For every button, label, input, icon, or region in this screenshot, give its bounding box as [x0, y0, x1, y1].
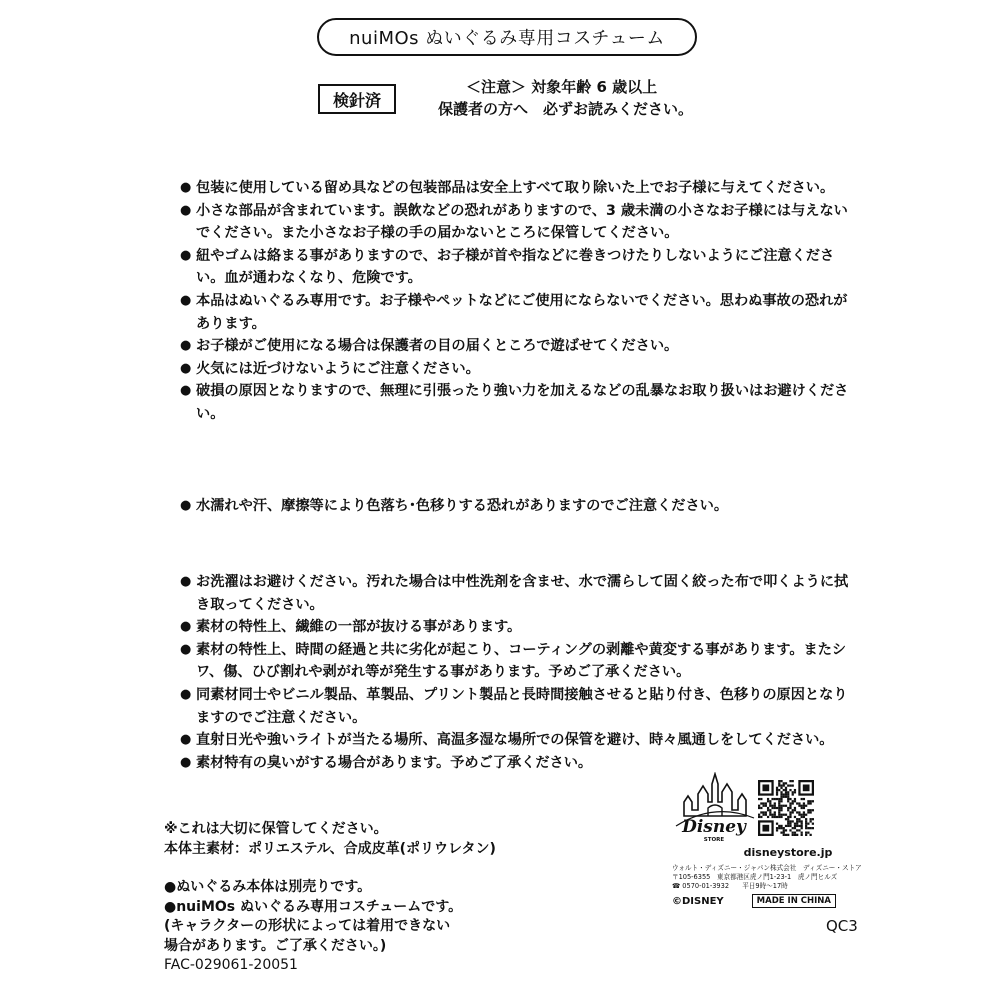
bullet: ●	[180, 686, 192, 702]
safety-warnings	[180, 177, 860, 426]
bullet: ●	[180, 202, 192, 218]
store-notes	[164, 820, 496, 976]
bullet: ●	[180, 383, 192, 399]
company-info	[672, 846, 862, 908]
qr-code-icon	[758, 780, 814, 836]
spacer	[164, 859, 496, 878]
bullet: ●	[180, 641, 192, 657]
list-item: ● 破損の原因となりますので、無理に引張ったり強い力を加えるなどの乱暴なお取り扱いはお避けください。	[180, 380, 860, 425]
list-item: ● お子様がご使用になる場合は保護者の目の届くところで遊ばせてください。	[180, 335, 860, 358]
made-in-badge: MADE IN CHINA	[752, 894, 836, 908]
store-wordmark: STORE	[703, 837, 725, 843]
care-instructions	[180, 571, 860, 774]
product-code: FAC-029061-20051	[164, 957, 298, 973]
label-footer	[672, 894, 842, 908]
bullet: ●	[180, 247, 192, 263]
bullet: ●	[180, 732, 192, 748]
bullet: ●	[180, 498, 192, 513]
list-item: ● 火気には近づけないようにご注意ください。	[180, 358, 860, 381]
shape-note-line1: (キャラクターの形状によっては着用できない	[164, 918, 451, 934]
list-item: ● 素材の特性上、繊維の一部が抜ける事があります。	[180, 616, 860, 639]
guardian-notice: 保護者の方へ 必ずお読みください。	[438, 100, 694, 118]
list-item: ● 直射日光や強いライトが当たる場所、高温多湿な場所での保管を避け、時々風通しをしてください。	[180, 729, 860, 752]
age-caution: ＜注意＞ 対象年齢 6 歳以上	[466, 78, 658, 96]
company-phone: ☎ 0570-01-3932 平日9時～17時	[672, 882, 788, 890]
list-item: ● 包装に使用している留め具などの包装部品は安全上すべて取り除いた上でお子様に与えてください。	[180, 177, 860, 200]
company-info-text	[672, 864, 862, 891]
bullet: ●	[180, 180, 192, 195]
costume-note: ●nuiMOs ぬいぐるみ専用コスチュームです。	[164, 898, 463, 915]
bullet: ●	[180, 360, 192, 376]
store-url: disneystore.jp	[743, 846, 833, 859]
list-item: ● 紐やゴムは絡まる事がありますので、お子様が首や指などに巻きつけたりしないようにご注意ください。血が通わなくなり、危険です。	[180, 245, 860, 290]
caution-header	[438, 76, 693, 120]
color-bleed-note	[180, 495, 860, 518]
list-item: ● 素材の特性上、時間の経過と共に劣化が起こり、コーティングの剥離や黄変する事があります。またシワ、傷、ひび割れや剥がれ等が発生する事があります。予めご了承ください。	[180, 639, 860, 684]
product-title: nuiMOs ぬいぐるみ専用コスチューム	[317, 18, 697, 56]
company-address: 〒105-6355 東京都港区虎ノ門1-23-1 虎ノ門ヒルズ	[672, 873, 838, 881]
sold-separately-note: ●ぬいぐるみ本体は別売りです。	[164, 879, 372, 895]
disney-store-logo-icon	[672, 772, 756, 844]
qc-code: QC3	[826, 917, 858, 935]
keep-note: ※これは大切に保管してください。	[164, 821, 388, 837]
disney-wordmark: Disney	[682, 817, 746, 837]
list-item: ● 同素材同士やビニル製品、革製品、プリント製品と長時間接触させると貼り付き、色移りの原因となりますのでご注意ください。	[180, 684, 860, 729]
list-item: ● 水濡れや汗、摩擦等により色落ち･色移りする恐れがありますのでご注意ください。	[180, 495, 860, 518]
list-item: ● 小さな部品が含まれています。誤飲などの恐れがありますので、3 歳未満の小さなお子様には与えないでください。また小さなお子様の手の届かないところに保管してください。	[180, 200, 860, 245]
shape-note-line2: 場合があります。ご了承ください。)	[164, 937, 387, 954]
bullet: ●	[180, 754, 192, 770]
bullet: ●	[180, 292, 192, 308]
material-note: 本体主素材：ポリエステル、合成皮革(ポリウレタン)	[164, 840, 496, 857]
list-item: ● 本品はぬいぐるみ専用です。お子様やペットなどにご使用にならないでください。思わぬ事故の恐れがあります。	[180, 290, 860, 335]
inspected-stamp: 検針済	[318, 84, 396, 114]
bullet: ●	[180, 338, 192, 354]
bullet: ●	[180, 574, 192, 589]
company-name: ウォルト・ディズニー・ジャパン株式会社 ディズニー・ストア	[672, 864, 862, 872]
list-item: ● 素材特有の臭いがする場合があります。予めご了承ください。	[180, 752, 860, 775]
bullet: ●	[180, 619, 192, 635]
list-item: ● お洗濯はお避けください。汚れた場合は中性洗剤を含ませ、水で濡らして固く絞った布で叩くように拭き取ってください。	[180, 571, 860, 616]
copyright: ©DISNEY	[672, 895, 724, 907]
